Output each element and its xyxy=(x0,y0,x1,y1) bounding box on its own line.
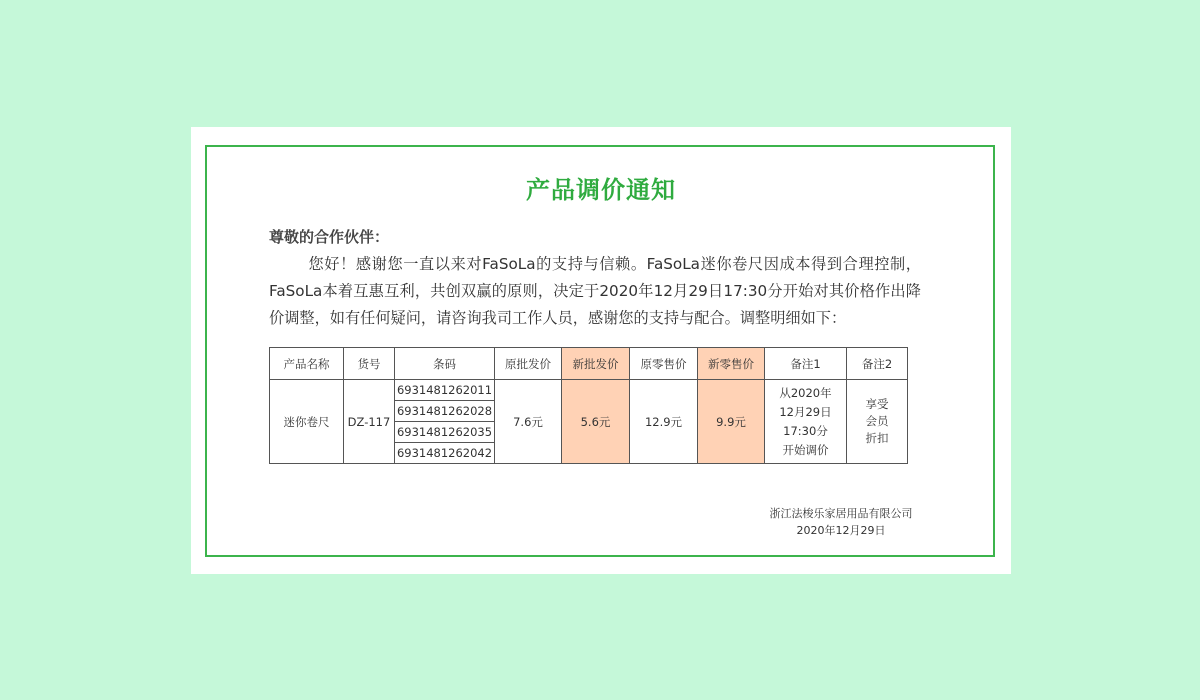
header-old-retail: 原零售价 xyxy=(630,348,698,380)
cell-sku: DZ-117 xyxy=(344,380,395,464)
signature-block xyxy=(751,505,931,539)
cell-barcode: 6931481262042 xyxy=(395,443,495,464)
notice-body: 您好！感谢您一直以来对FaSoLa的支持与信赖。FaSoLa迷你卷尺因成本得到合理控制，FaSoLa本着互惠互利，共创双赢的原则，决定于2020年12月29日17:30分开始对其价格作出降价调整，如有任何疑问，请咨询我司工作人员，感谢您的支持与配合。调整明细如下： xyxy=(269,255,921,327)
cell-barcode: 6931481262028 xyxy=(395,401,495,422)
header-new-retail: 新零售价 xyxy=(698,348,765,380)
cell-note1 xyxy=(765,380,847,464)
cell-old-retail: 12.9元 xyxy=(630,380,698,464)
header-sku: 货号 xyxy=(344,348,395,380)
note1-line: 开始调价 xyxy=(782,442,829,457)
note1-line: 17:30分 xyxy=(783,423,828,438)
note1-line: 12月29日 xyxy=(779,404,832,419)
cell-old-wholesale: 7.6元 xyxy=(495,380,562,464)
notice-date: 2020年12月29日 xyxy=(796,524,886,537)
table-row xyxy=(270,380,908,401)
table-header-row xyxy=(270,348,908,380)
cell-barcode: 6931481262035 xyxy=(395,422,495,443)
cell-note2 xyxy=(847,380,908,464)
salutation: 尊敬的合作伙伴： xyxy=(269,228,390,246)
cell-product-name: 迷你卷尺 xyxy=(270,380,344,464)
header-note2: 备注2 xyxy=(847,348,908,380)
notice-card xyxy=(191,127,1011,574)
price-table xyxy=(269,347,908,464)
header-new-wholesale: 新批发价 xyxy=(562,348,630,380)
note1-line: 从2020年 xyxy=(779,385,832,400)
company-name: 浙江法梭乐家居用品有限公司 xyxy=(769,507,913,520)
cell-barcode: 6931481262011 xyxy=(395,380,495,401)
header-barcode: 条码 xyxy=(395,348,495,380)
notice-title: 产品调价通知 xyxy=(526,176,676,204)
note2-line: 折扣 xyxy=(865,431,889,445)
note2-line: 享受 xyxy=(865,397,889,411)
header-old-wholesale: 原批发价 xyxy=(495,348,562,380)
cell-new-wholesale: 5.6元 xyxy=(562,380,630,464)
note2-line: 会员 xyxy=(865,414,889,428)
cell-new-retail: 9.9元 xyxy=(698,380,765,464)
header-note1: 备注1 xyxy=(765,348,847,380)
header-product-name: 产品名称 xyxy=(270,348,344,380)
